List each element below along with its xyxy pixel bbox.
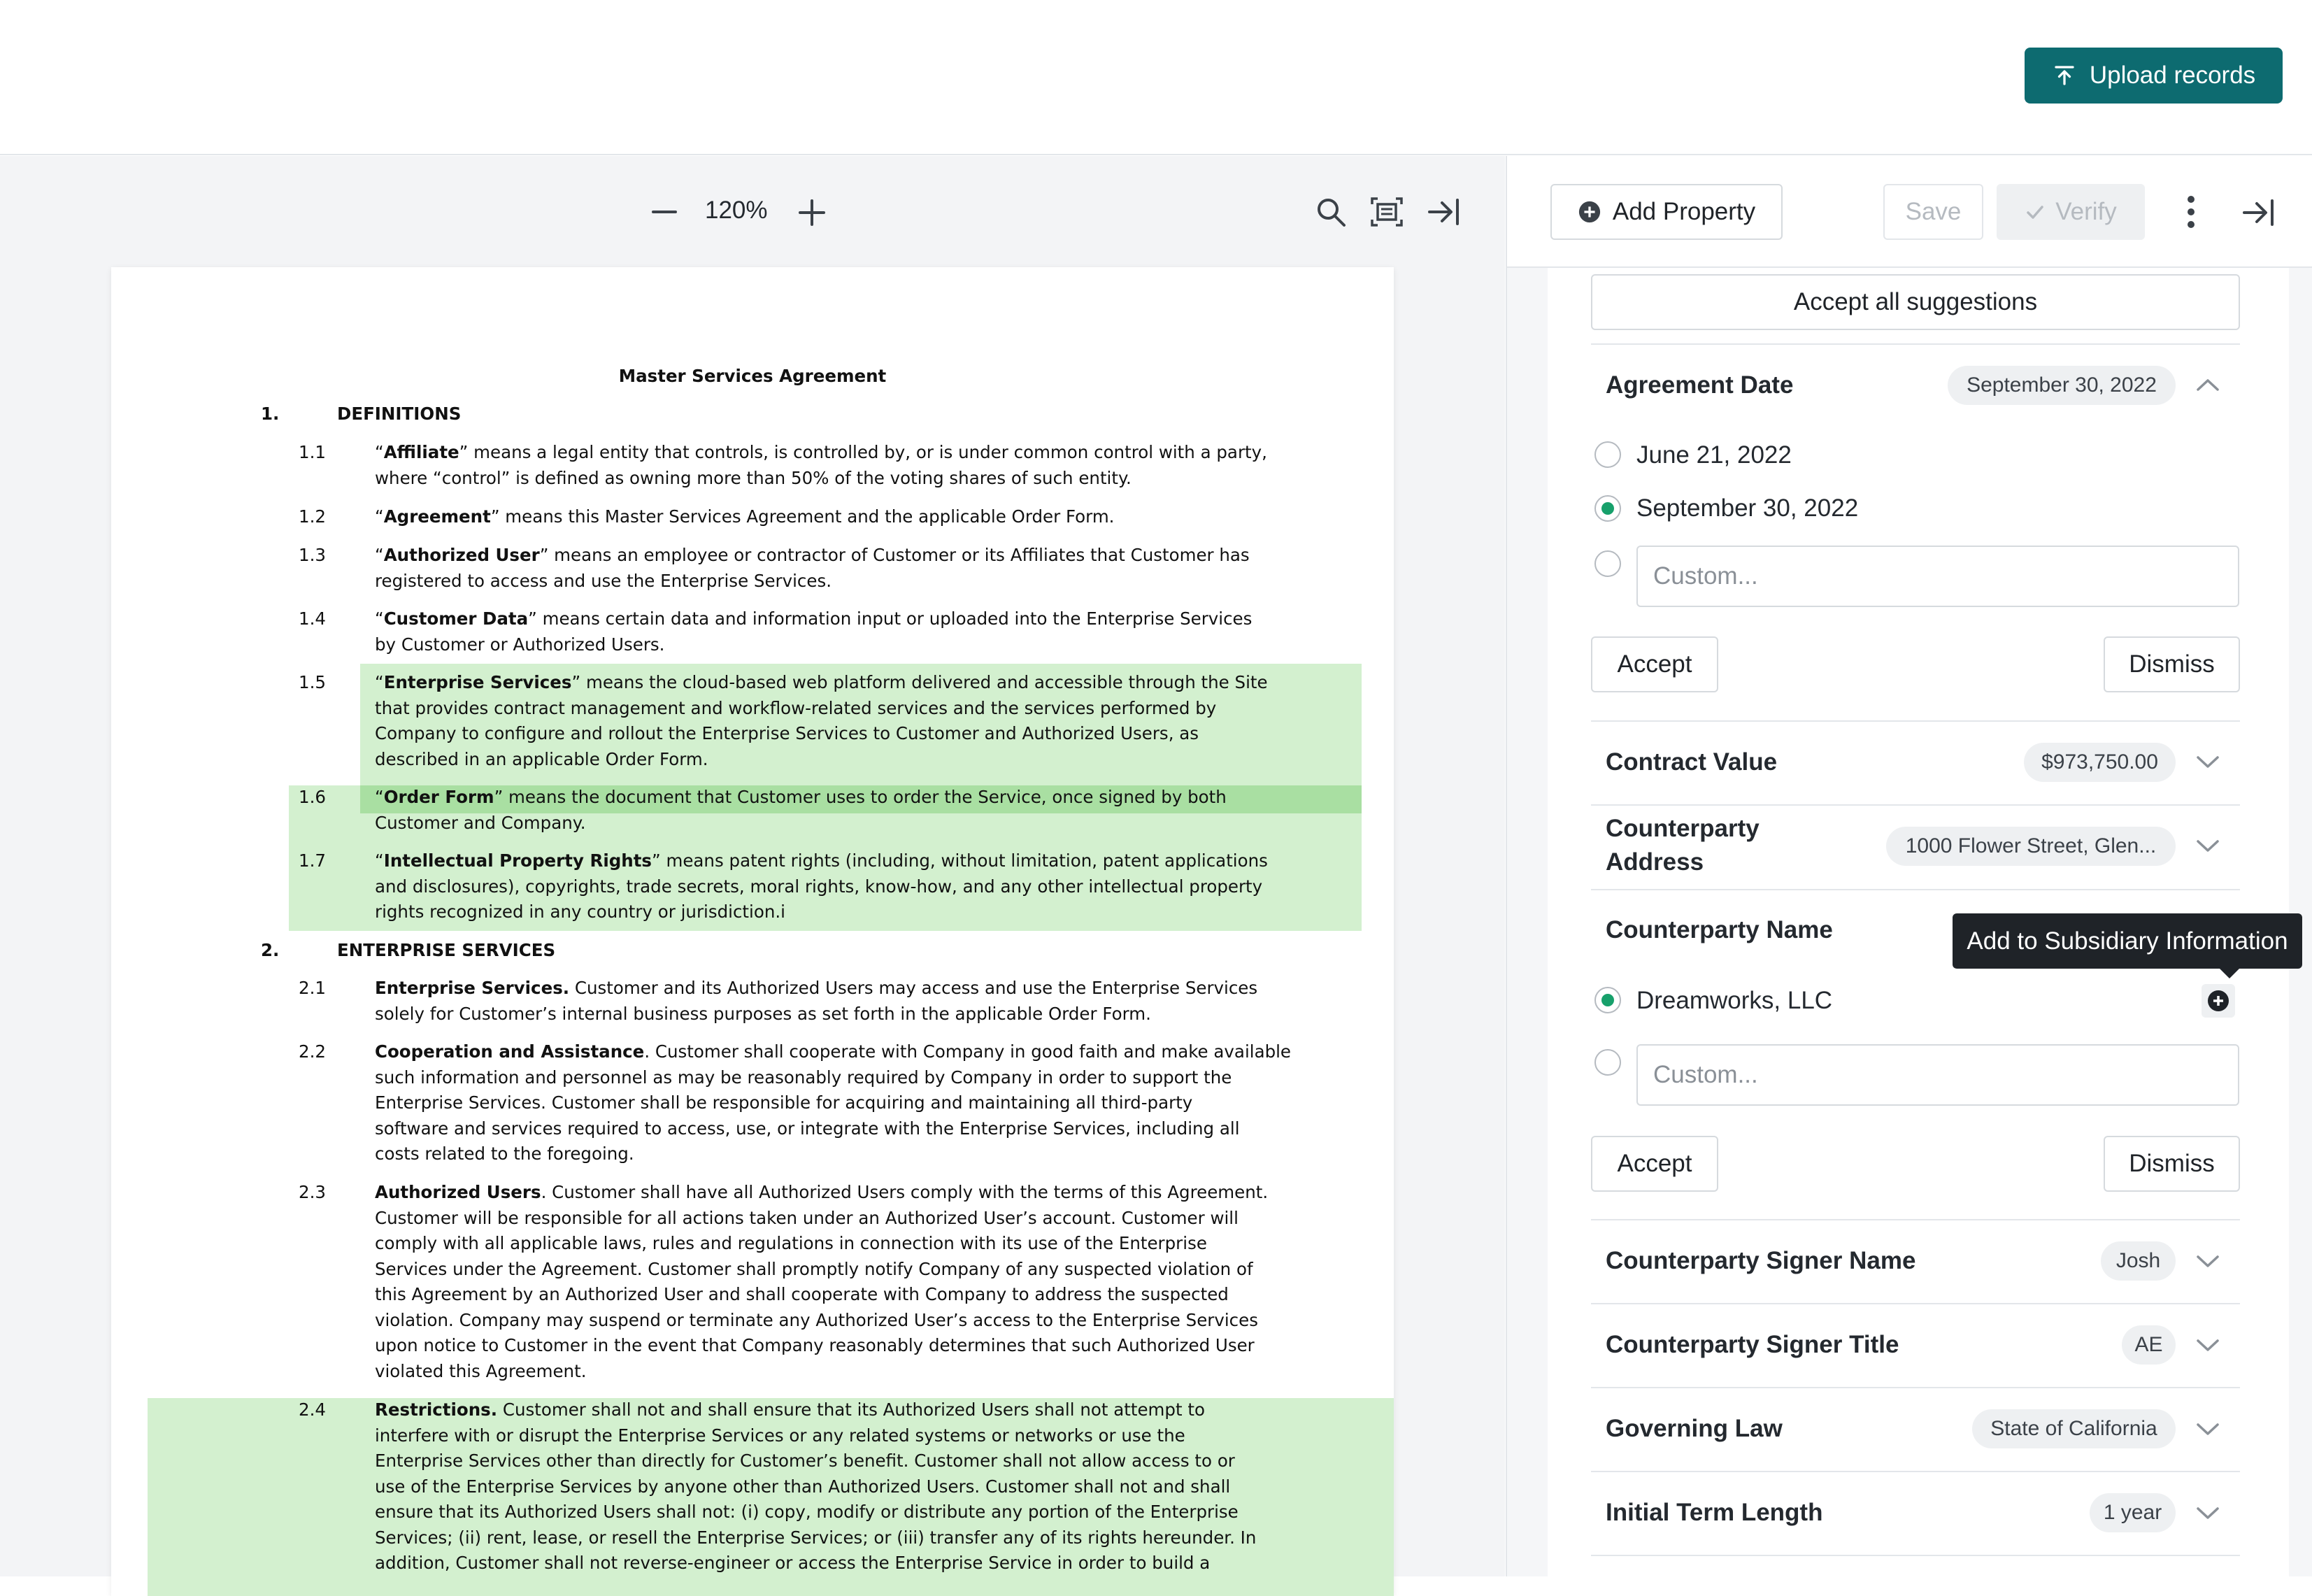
divider	[1591, 720, 2240, 722]
save-button[interactable]: Save	[1883, 184, 1983, 240]
section-title: ENTERPRISE SERVICES	[337, 940, 556, 960]
clause-number: 1.5	[299, 672, 326, 692]
signer-name-label: Counterparty Signer Name	[1606, 1247, 1916, 1274]
accept-all-suggestions-button[interactable]: Accept all suggestions	[1591, 274, 2240, 330]
clause-number: 2.4	[299, 1399, 326, 1420]
clause-number: 2.1	[299, 978, 326, 998]
add-property-button[interactable]	[1550, 184, 1783, 240]
add-property-label: Add Property	[1612, 198, 1756, 225]
fit-page-icon[interactable]	[1369, 194, 1404, 229]
divider	[1591, 889, 2240, 890]
radio-dreamworks[interactable]	[1594, 987, 1621, 1013]
signer-title-value: AE	[2122, 1325, 2176, 1365]
zoom-level: 120%	[705, 197, 768, 224]
section-number: 2.	[261, 940, 280, 960]
clause-number: 1.2	[299, 506, 326, 527]
dismiss-name-button[interactable]: Dismiss	[2104, 1136, 2240, 1192]
clause-number: 2.3	[299, 1182, 326, 1202]
clause-1-3: “Authorized User” means an employee or contractor of Customer or its Affiliates that Customer has registered to access and use the Enterprise Services.	[375, 545, 1250, 591]
zoom-in-icon[interactable]	[797, 198, 827, 227]
custom-date-input[interactable]: Custom...	[1636, 546, 2239, 607]
governing-law-value: State of California	[1972, 1409, 2176, 1448]
divider	[1591, 1387, 2240, 1388]
more-options-icon[interactable]	[2184, 195, 2198, 229]
clause-2-3: Authorized Users. Customer shall have all Authorized Users comply with the terms of this Agreement. Customer will be responsible for all actions taken under an Authorized User’s account. Customer will comply with all applicable laws, rules and regulations in connection with its use of the Enterprise Services under the Agreement. Customer shall promptly notify Company of any suspected violation of this Agreement by an Authorized User and shall cooperate with Company to address the suspected violation. Company may suspend or terminate any Authorized User’s access to the Enterprise Services upon notice to Customer in the event that Company reasonably determines that such Authorized User violated this Agreement.	[375, 1182, 1269, 1381]
agreement-date-value: September 30, 2022	[1948, 366, 2176, 405]
initial-term-value: 1 year	[2090, 1493, 2176, 1532]
clause-1-5: “Enterprise Services” means the cloud-based web platform delivered and accessible through the Site that provides contract management and workflow-related services and the services performed by Company to configure and rollout the Enterprise Services to Customer and Authorized Users, as described in an applicable Order Form.	[375, 672, 1268, 769]
chevron-down-icon[interactable]	[2196, 1255, 2220, 1269]
clause-1-2: “Agreement” means this Master Services Agreement and the applicable Order Form.	[375, 506, 1115, 527]
divider	[1591, 804, 2240, 806]
clause-number: 1.3	[299, 545, 326, 565]
clause-2-4: Restrictions. Customer shall not and shall ensure that its Authorized Users shall not attempt to interfere with or disrupt the Enterprise Services or any related systems or networks or use the Enterprise Services other than directly for Customer’s benefit. Customer shall not allow access to or use of the Enterprise Services by anyone other than Authorized Users. Customer shall not and shall ensure that its Authorized Users shall not: (i) copy, modify or distribute any portion of the Enterprise Services; (ii) rent, lease, or resell the Enterprise Services; or (iii) transfer any of its rights hereunder. In addition, Customer shall not reverse-engineer or access the Enterprise Service in order to build a	[375, 1399, 1257, 1573]
clause-1-4: “Customer Data” means certain data and information input or uploaded into the Enterprise Services by Customer or Authorized Users.	[375, 608, 1253, 655]
option-label: September 30, 2022	[1636, 494, 1859, 522]
divider	[1591, 1219, 2240, 1220]
add-subsidiary-button[interactable]	[2202, 984, 2235, 1018]
add-to-subsidiary-tooltip: Add to Subsidiary Information	[1953, 913, 2302, 969]
collapse-panel-icon[interactable]	[2241, 195, 2276, 230]
plus-circle-icon	[2206, 988, 2231, 1013]
dismiss-date-button[interactable]: Dismiss	[2104, 636, 2240, 692]
agreement-date-label: Agreement Date	[1606, 371, 1794, 399]
check-icon	[2025, 201, 2046, 222]
divider	[1591, 1555, 2240, 1556]
chevron-down-icon[interactable]	[2196, 755, 2220, 769]
clause-number: 1.6	[299, 787, 326, 807]
clause-number: 1.7	[299, 850, 326, 871]
radio-custom-name[interactable]	[1594, 1049, 1621, 1076]
section-title: DEFINITIONS	[337, 404, 462, 424]
option-label: June 21, 2022	[1636, 441, 1792, 469]
chevron-down-icon[interactable]	[2196, 1423, 2220, 1437]
accept-name-button[interactable]: Accept	[1591, 1136, 1718, 1192]
divider	[1591, 343, 2240, 345]
radio-custom-date[interactable]	[1594, 550, 1621, 577]
accept-date-button[interactable]: Accept	[1591, 636, 1718, 692]
section-number: 1.	[261, 404, 280, 424]
verify-button[interactable]	[1997, 184, 2145, 240]
counterparty-address-label: Counterparty Address	[1606, 815, 1760, 876]
counterparty-address-value: 1000 Flower Street, Glen...	[1886, 827, 2176, 866]
upload-records-label: Upload records	[2089, 62, 2256, 89]
clause-number: 2.2	[299, 1041, 326, 1062]
option-label: Dreamworks, LLC	[1636, 987, 1833, 1014]
document-title: Master Services Agreement	[618, 366, 887, 386]
collapse-right-icon[interactable]	[1427, 194, 1462, 229]
document-page	[111, 267, 1394, 1596]
chevron-down-icon[interactable]	[2196, 1506, 2220, 1520]
contract-value-value: $973,750.00	[2024, 743, 2176, 782]
contract-value-label: Contract Value	[1606, 748, 1778, 776]
upload-icon	[2052, 63, 2077, 88]
clause-number: 1.4	[299, 608, 326, 629]
custom-name-input[interactable]: Custom...	[1636, 1044, 2239, 1106]
clause-1-7: “Intellectual Property Rights” means patent rights (including, without limitation, patent applications and disclosures), copyrights, trade secrets, moral rights, know-how, and any other intellectual property rights recognized in any country or jurisdiction.i	[375, 850, 1268, 922]
divider	[1591, 1471, 2240, 1472]
verify-label: Verify	[2055, 198, 2117, 225]
clause-2-1: Enterprise Services. Customer and its Authorized Users may access and use the Enterprise Services solely for Customer’s internal business purposes as set forth in the applicable Order Form.	[375, 978, 1258, 1024]
initial-term-label: Initial Term Length	[1606, 1499, 1823, 1526]
zoom-out-icon[interactable]	[650, 198, 678, 226]
top-bar	[0, 0, 2312, 155]
search-icon[interactable]	[1313, 194, 1348, 229]
divider	[1591, 1303, 2240, 1304]
counterparty-name-label: Counterparty Name	[1606, 916, 1833, 943]
properties-toolbar	[1507, 156, 2312, 268]
chevron-down-icon[interactable]	[2196, 839, 2220, 853]
clause-2-2: Cooperation and Assistance. Customer shall cooperate with Company in good faith and make available such information and personnel as may be reasonably required by Company in order to support the Enterprise Services. Customer shall be responsible for acquiring and maintaining all third-party software and services required to access, use, or integrate with the Enterprise Services, including all costs related to the foregoing.	[375, 1041, 1292, 1164]
governing-law-label: Governing Law	[1606, 1415, 1783, 1442]
clause-1-6: “Order Form” means the document that Customer uses to order the Service, once signed by both Customer and Company.	[375, 787, 1227, 833]
radio-june-21[interactable]	[1594, 441, 1621, 468]
clause-1-1: “Affiliate” means a legal entity that controls, is controlled by, or is under common control with a party, where “control” is defined as owning more than 50% of the voting shares of such entity.	[375, 442, 1267, 488]
upload-records-button[interactable]	[2025, 48, 2283, 104]
chevron-down-icon[interactable]	[2196, 1339, 2220, 1353]
radio-september-30[interactable]	[1594, 495, 1621, 522]
chevron-up-icon[interactable]	[2196, 378, 2220, 392]
clause-number: 1.1	[299, 442, 326, 462]
plus-circle-icon	[1578, 200, 1601, 224]
signer-name-value: Josh	[2101, 1241, 2176, 1281]
signer-title-label: Counterparty Signer Title	[1606, 1331, 1899, 1358]
